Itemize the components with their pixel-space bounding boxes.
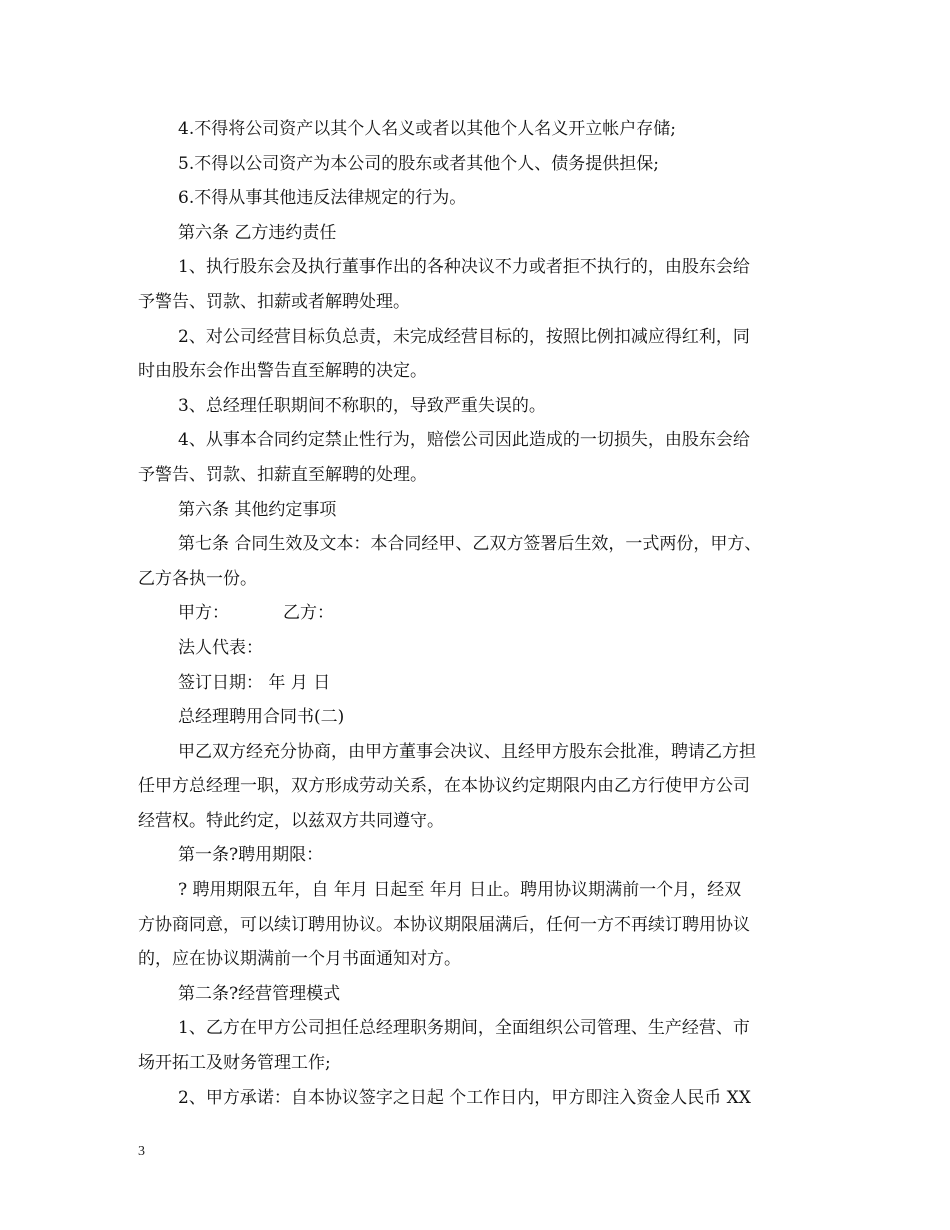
article-heading: 第一条?聘用期限： xyxy=(178,845,324,866)
paragraph-line: 1、乙方在甲方公司担任总经理职务期间，全面组织公司管理、生产经营、市 xyxy=(178,1018,750,1039)
legal-rep-label: 法人代表： xyxy=(178,637,263,658)
article-heading: 第二条?经营管理模式 xyxy=(178,983,341,1004)
paragraph-line: 乙方各执一份。 xyxy=(138,568,257,589)
paragraph-line: 的，应在协议期满前一个月书面通知对方。 xyxy=(138,949,461,970)
clause-6: 6.不得从事其他违反法律规定的行为。 xyxy=(178,188,467,209)
paragraph-line: 3、总经理任职期间不称职的，导致严重失误的。 xyxy=(178,395,546,416)
paragraph-line: 场开拓工及财务管理工作; xyxy=(138,1053,331,1074)
paragraph-line: ? 聘用期限五年，自 年月 日起至 年月 日止。聘用协议期满前一个月，经双 xyxy=(178,880,742,901)
party-b-label: 乙方： xyxy=(283,603,334,624)
sign-date-label: 签订日期： 年 月 日 xyxy=(178,672,331,693)
clause-4: 4.不得将公司资产以其个人名义或者以其他个人名义开立帐户存储; xyxy=(178,119,676,139)
paragraph-line: 任甲方总经理一职，双方形成劳动关系，在本协议约定期限内由乙方行使甲方公司 xyxy=(138,776,750,797)
paragraph-line: 予警告、罚款、扣薪或者解聘处理。 xyxy=(138,291,410,312)
paragraph-line: 1、执行股东会及执行董事作出的各种决议不力或者拒不执行的，由股东会给 xyxy=(178,257,750,278)
paragraph-line: 2、甲方承诺：自本协议签字之日起 个工作日内，甲方即注入资金人民币 XX xyxy=(178,1087,751,1108)
page-number: 3 xyxy=(138,1144,145,1159)
paragraph-line: 予警告、罚款、扣薪直至解聘的处理。 xyxy=(138,464,427,485)
paragraph-line: 2、对公司经营目标负总责，未完成经营目标的，按照比例扣减应得红利，同 xyxy=(178,326,750,347)
section-title: 总经理聘用合同书(二) xyxy=(178,707,345,728)
paragraph-line: 方协商同意，可以续订聘用协议。本协议期限届满后，任何一方不再续订聘用协议 xyxy=(138,914,750,935)
article-heading: 第六条 其他约定事项 xyxy=(178,499,337,520)
article-heading: 第六条 乙方违约责任 xyxy=(178,222,337,243)
party-a-label: 甲方： xyxy=(178,603,229,624)
clause-5: 5.不得以公司资产为本公司的股东或者其他个人、债务提供担保; xyxy=(178,153,659,174)
paragraph-line: 时由股东会作出警告直至解聘的决定。 xyxy=(138,361,427,382)
paragraph-line: 经营权。特此约定，以兹双方共同遵守。 xyxy=(138,810,444,831)
paragraph-line: 第七条 合同生效及文本：本合同经甲、乙双方签署后生效，一式两份，甲方、 xyxy=(178,534,762,555)
document-body xyxy=(0,112,950,1115)
signature-parties xyxy=(0,596,950,631)
paragraph-line: 甲乙双方经充分协商，由甲方董事会决议、且经甲方股东会批准，聘请乙方担 xyxy=(178,741,756,762)
paragraph-line: 4、从事本合同约定禁止性行为，赔偿公司因此造成的一切损失，由股东会给 xyxy=(178,430,750,451)
